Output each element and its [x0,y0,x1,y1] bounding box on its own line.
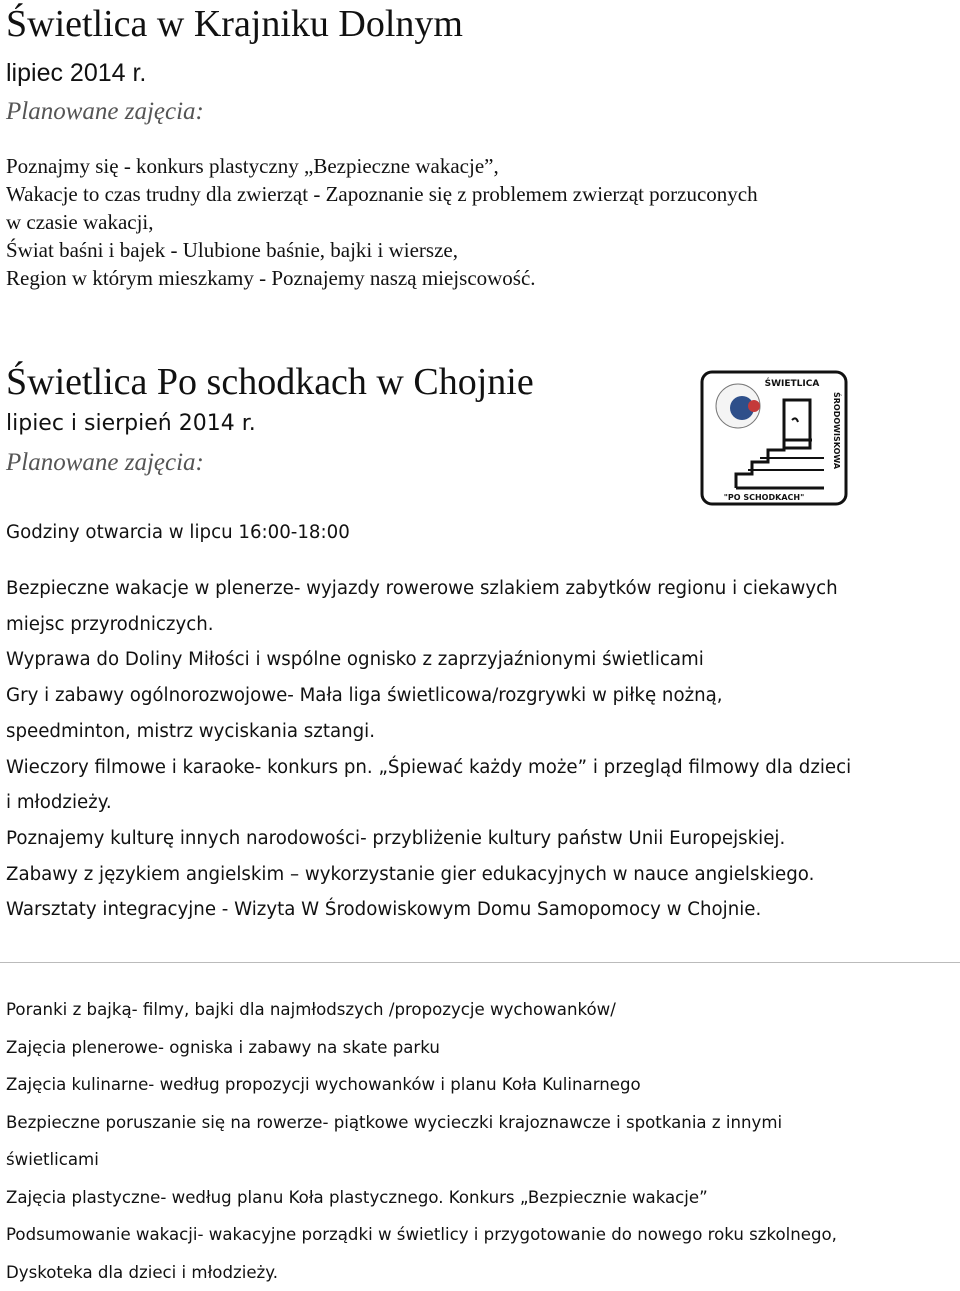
list-item: Zabawy z językiem angielskim – wykorzystanie gier edukacyjnych w nauce angielskiego. [6,857,851,893]
list-item: Poznajmy się - konkurs plastyczny „Bezpieczne wakacje”, [6,152,758,180]
swietlica-logo [700,370,848,506]
logo-bottom-text: "PO SCHODKACH" [724,493,805,502]
list-item: Bezpieczne wakacje w plenerze- wyjazdy rowerowe szlakiem zabytków regionu i ciekawych [6,571,851,607]
section-divider [0,962,960,963]
section2-planned-label: Planowane zajęcia: [6,448,204,478]
section1-activity-list [6,152,758,292]
list-item: speedminton, mistrz wyciskania sztangi. [6,714,851,750]
list-item: Świat baśni i bajek - Ulubione baśnie, bajki i wiersze, [6,236,758,264]
list-item: w czasie wakacji, [6,208,758,236]
section2-opening-hours: Godziny otwarcia w lipcu 16:00-18:00 [6,520,350,546]
list-item: Wakacje to czas trudny dla zwierząt - Zapoznanie się z problemem zwierząt porzuconych [6,180,758,208]
list-item: Zajęcia plastyczne- według planu Koła plastycznego. Konkurs „Bezpiecznie wakacje” [6,1179,837,1217]
list-item: świetlicami [6,1141,837,1179]
list-item: i młodzieży. [6,785,851,821]
list-item: Poranki z bajką- filmy, bajki dla najmłodszych /propozycje wychowanków/ [6,991,837,1029]
list-item: miejsc przyrodniczych. [6,607,851,643]
list-item: Podsumowanie wakacji- wakacyjne porządki w świetlicy i przygotowanie do nowego roku szkolnego, [6,1216,837,1254]
list-item: Poznajemy kulturę innych narodowości- przybliżenie kultury państw Unii Europejskiej. [6,821,851,857]
list-item: Wyprawa do Doliny Miłości i wspólne ognisko z zaprzyjaźnionymi świetlicami [6,642,851,678]
list-item: Warsztaty integracyjne - Wizyta W Środowiskowym Domu Samopomocy w Chojnie. [6,892,851,928]
list-item: Dyskoteka dla dzieci i młodzieży. [6,1254,837,1291]
section1-title: Świetlica w Krajniku Dolnym [6,2,463,46]
section3-activity-list [6,991,837,1291]
section1-date: lipiec 2014 r. [6,58,146,88]
list-item: Wieczory filmowe i karaoke- konkurs pn. „Śpiewać każdy może” i przegląd filmowy dla dzieci [6,750,851,786]
logo-top-text: ŚWIETLICA [765,377,820,389]
list-item: Gry i zabawy ogólnorozwojowe- Mała liga świetlicowa/rozgrywki w piłkę nożną, [6,678,851,714]
section2-date: lipiec i sierpień 2014 r. [6,410,256,438]
section2-activity-list [6,571,851,928]
list-item: Bezpieczne poruszanie się na rowerze- piątkowe wycieczki krajoznawcze i spotkania z innymi [6,1104,837,1142]
list-item: Region w którym mieszkamy - Poznajemy naszą miejscowość. [6,264,758,292]
section2-title: Świetlica Po schodkach w Chojnie [6,360,534,404]
stairs-door-icon [700,370,848,506]
list-item: Zajęcia plenerowe- ogniska i zabawy na skate parku [6,1029,837,1067]
logo-side-text: ŚRODOWISKOWA [832,392,843,470]
section1-planned-label: Planowane zajęcia: [6,97,204,127]
list-item: Zajęcia kulinarne- według propozycji wychowanków i planu Koła Kulinarnego [6,1066,837,1104]
